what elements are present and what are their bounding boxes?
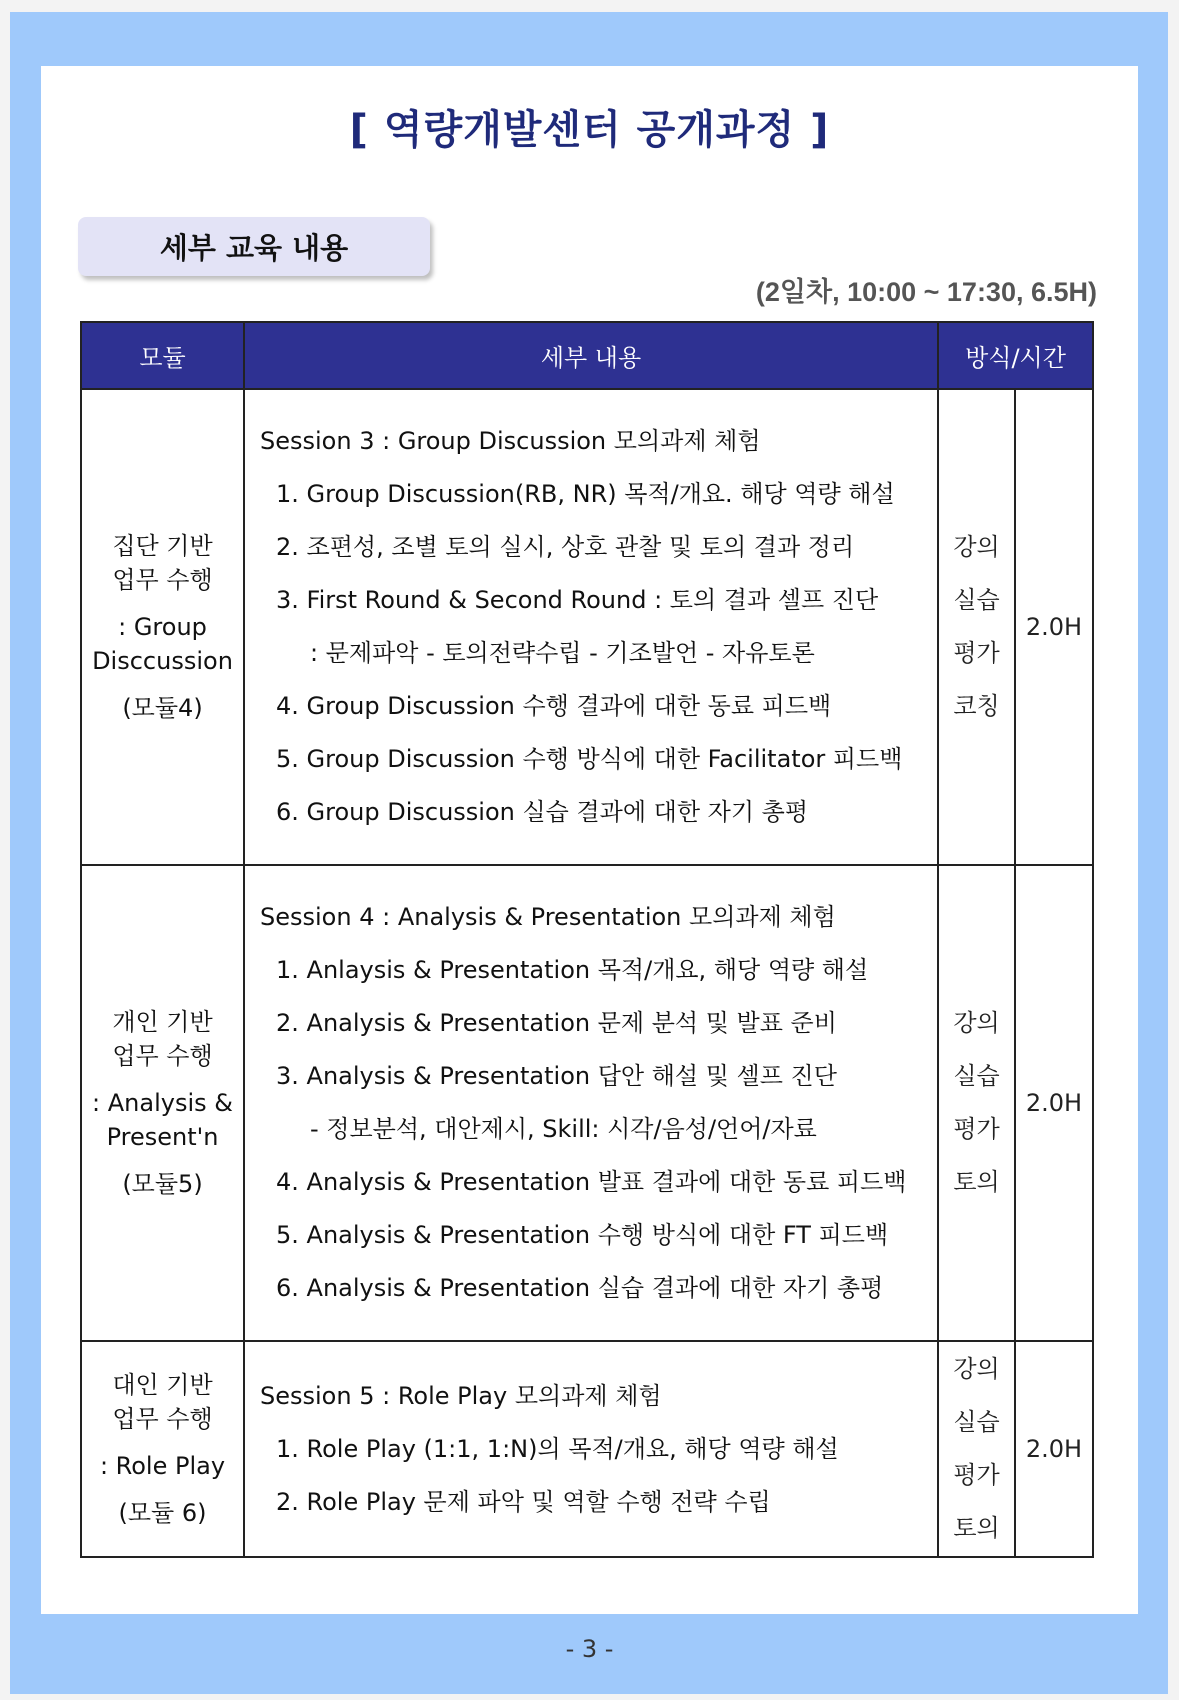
- method-item: 평가: [953, 1461, 1000, 1489]
- module-line: (모듈 6): [118, 1499, 207, 1527]
- module-line: 집단 기반: [112, 532, 213, 560]
- content-line: 4. Analysis & Presentation 발표 결과에 대한 동료 피드백: [276, 1168, 907, 1196]
- module-line: 대인 기반: [112, 1371, 213, 1399]
- content-line: 3. Analysis & Presentation 답안 해설 및 셀프 진단: [276, 1062, 837, 1090]
- content-line: 5. Analysis & Presentation 수행 방식에 대한 FT 피드백: [276, 1221, 889, 1249]
- method-item: 토의: [953, 1168, 1000, 1196]
- module-line: (모듈4): [122, 694, 203, 722]
- content-line: 6. Group Discussion 실습 결과에 대한 자기 총평: [276, 798, 809, 826]
- content-line: 4. Group Discussion 수행 결과에 대한 동료 피드백: [276, 692, 832, 720]
- module-line: Disccussion: [92, 647, 233, 675]
- time-cell: 2.0H: [1015, 865, 1093, 1341]
- table-header-row: [81, 322, 1093, 389]
- content-line: 2. 조편성, 조별 토의 실시, 상호 관찰 및 토의 결과 정리: [276, 533, 855, 561]
- table-row: [81, 865, 1093, 1341]
- content-line: 1. Role Play (1:1, 1:N)의 목적/개요, 해당 역량 해설: [276, 1434, 839, 1463]
- time-cell: 2.0H: [1015, 1341, 1093, 1557]
- content-cell: [244, 1341, 938, 1557]
- module-cell: [81, 865, 244, 1341]
- module-line: (모듈5): [122, 1170, 203, 1198]
- module-line: 업무 수행: [112, 1405, 213, 1433]
- time-cell: 2.0H: [1015, 389, 1093, 865]
- header-method-time: 방식/시간: [938, 322, 1093, 389]
- module-line: 업무 수행: [112, 1042, 213, 1070]
- module-line: Present'n: [106, 1123, 219, 1151]
- method-item: 평가: [953, 1115, 1000, 1143]
- method-cell: [938, 1341, 1015, 1557]
- method-item: 토의: [953, 1514, 1000, 1542]
- table-row: [81, 389, 1093, 865]
- module-line: 개인 기반: [112, 1008, 213, 1036]
- method-item: 실습: [953, 586, 1000, 614]
- content-line: 2. Analysis & Presentation 문제 분석 및 발표 준비: [276, 1009, 837, 1037]
- method-item: 강의: [953, 1355, 1000, 1383]
- session-title: Session 5 : Role Play 모의과제 체험: [260, 1381, 662, 1410]
- module-cell: [81, 1341, 244, 1557]
- page-title: [ 역량개발센터 공개과정 ]: [349, 107, 830, 153]
- method-item: 강의: [953, 533, 1000, 561]
- method-item: 실습: [953, 1062, 1000, 1090]
- content-line: 3. First Round & Second Round : 토의 결과 셀프 진단: [276, 586, 879, 614]
- method-item: 강의: [953, 1009, 1000, 1037]
- session-title: Session 4 : Analysis & Presentation 모의과제 체험: [260, 903, 836, 931]
- content-cell: [244, 389, 938, 865]
- module-line: : Analysis &: [92, 1089, 233, 1117]
- module-cell: [81, 389, 244, 865]
- section-label: 세부 교육 내용: [78, 217, 430, 276]
- method-item: 코칭: [953, 692, 1000, 720]
- content-line: 2. Role Play 문제 파악 및 역할 수행 전략 수립: [276, 1487, 771, 1516]
- content-line: 1. Group Discussion(RB, NR) 목적/개요. 해당 역량 해설: [276, 480, 895, 508]
- content-cell: [244, 865, 938, 1341]
- table-row: [81, 1341, 1093, 1557]
- header-content: 세부 내용: [244, 322, 938, 389]
- session-title: Session 3 : Group Discussion 모의과제 체험: [260, 427, 761, 455]
- header-module: 모듈: [81, 322, 244, 389]
- module-line: 업무 수행: [112, 566, 213, 594]
- schedule-info: (2일차, 10:00 ~ 17:30, 6.5H): [755, 277, 1097, 307]
- method-item: 실습: [953, 1408, 1000, 1436]
- curriculum-table: [80, 321, 1094, 1558]
- content-line: 1. Anlaysis & Presentation 목적/개요, 해당 역량 해설: [276, 956, 869, 984]
- method-item: 평가: [953, 639, 1000, 667]
- content-line: 5. Group Discussion 수행 방식에 대한 Facilitator 피드백: [276, 745, 903, 773]
- page-number: - 3 -: [565, 1635, 614, 1663]
- method-cell: [938, 865, 1015, 1341]
- method-cell: [938, 389, 1015, 865]
- content-subline: : 문제파악 - 토의전략수립 - 기조발언 - 자유토론: [310, 639, 815, 667]
- content-subline: - 정보분석, 대안제시, Skill: 시각/음성/언어/자료: [310, 1115, 817, 1143]
- content-line: 6. Analysis & Presentation 실습 결과에 대한 자기 총평: [276, 1274, 884, 1302]
- module-line: : Group: [118, 613, 207, 641]
- module-line: : Role Play: [99, 1452, 226, 1480]
